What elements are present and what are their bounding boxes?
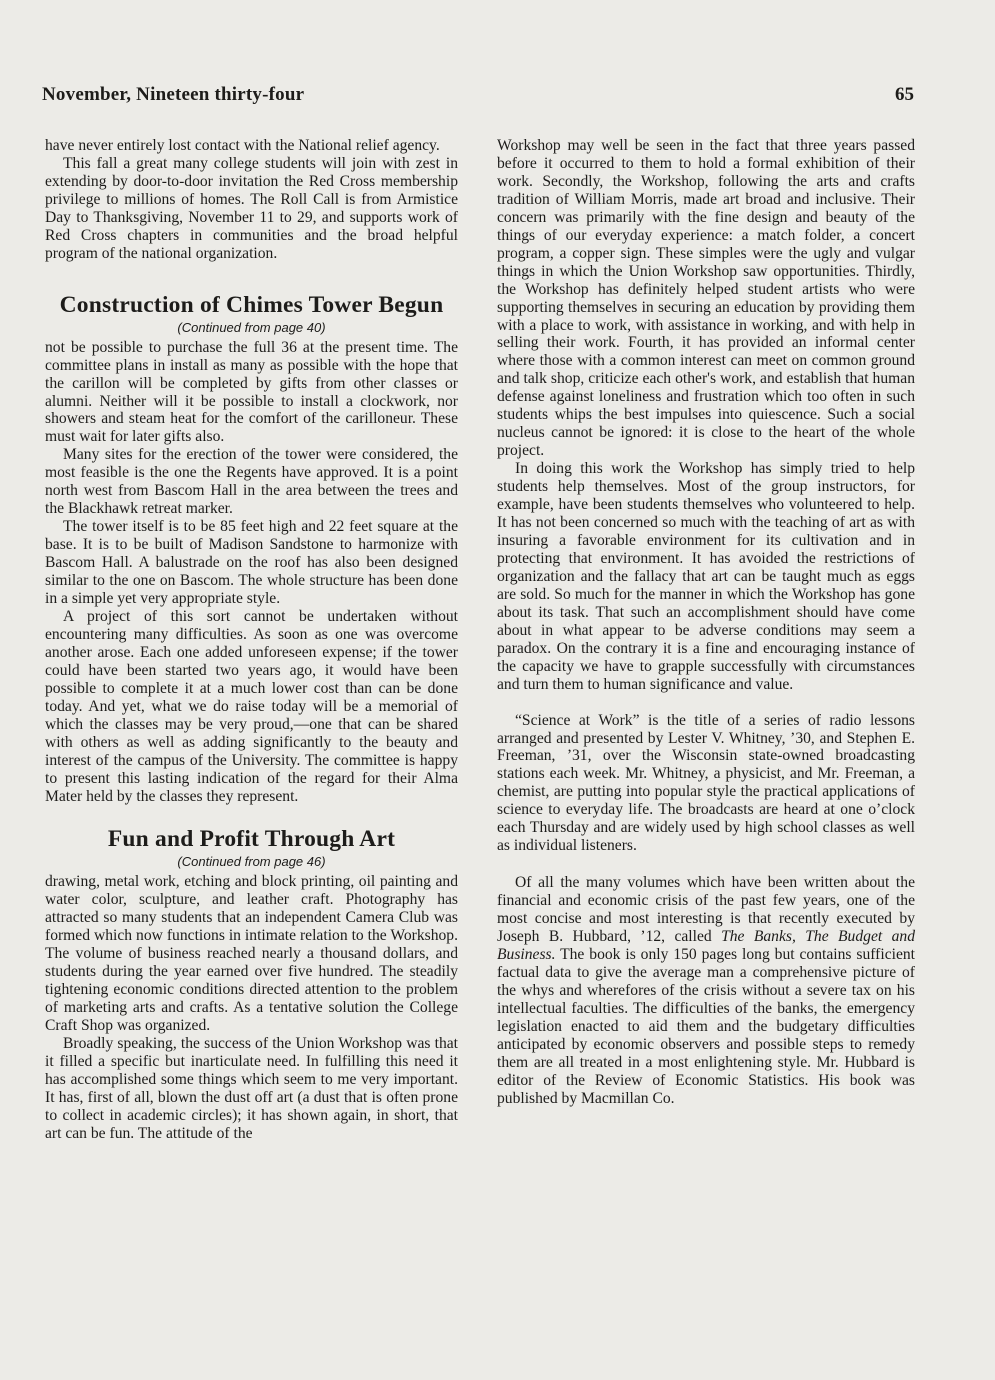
book-review-text: Of all the many volumes which have been written about the financial and economic crisis of the past few years, one of the most concise and most interesting is that recently executed by Joseph B. Hubbard, ’12, called <box>497 874 915 946</box>
page-header <box>42 84 914 110</box>
paragraph: Workshop may well be seen in the fact that three years passed before it occurred to them to hold a formal exhibition of their work. Secondly, the Workshop, following the arts and crafts tradition of William Morris, made art broad and inclusive. Their concern was primarily with the fine design and beauty of the things of our everyday experience: a match folder, a concert program, a copper sign. These simples were the ugly and vulgar things in which the Union Workshop saw opportunities. Thirdly, the Workshop has definitely helped student artists who were supporting themselves in securing an education by providing them with a place to work, with assistance in working, and with help in selling their work. Fourth, it has provided an informal center where those with a common interest can meet on common ground and talk shop, criticize each other's work, and establish that human defense against loneliness and frustration which too often in such students whips the best impulses into quiescence. Such a social nucleus cannot be ignored: it is close to the heart of the whole project. <box>497 137 915 460</box>
article-title-chimes-tower: Construction of Chimes Tower Begun <box>59 291 444 318</box>
running-head: November, Nineteen thirty-four <box>42 84 305 105</box>
continued-note: (Continued from page 40) <box>177 319 326 335</box>
continued-note: (Continued from page 46) <box>177 854 326 870</box>
book-title: The Banks, The Budget and Business. <box>497 928 915 963</box>
book-review-text: The book is only 150 pages long but contains sufficient factual data to give the average man a comprehensive picture of the whys and wherefores of the crisis without a severe tax on his intellectual faculties. The difficulties of the banks, the emergency legislation enacted to aid them and the budgetary difficulties anticipated by economic observers and possible steps to remedy them are all treated in a most enlightening style. Mr. Hubbard is editor of the Review of Economic Statistics. His book was published by Macmillan Co. <box>497 945 915 1107</box>
paragraph-radio-lessons: “Science at Work” is the title of a series of radio lessons arranged and presented by Lester V. Whitney, ’30, and Stephen E. Freeman, ’31, over the Wisconsin state-owned broadcasting stations each week. Mr. Whitney, a physicist, and Mr. Freeman, a chemist, are putting into popular style the practical applications of science to everyday life. The broadcasts are heard at one o’clock each Thursday and are widely used by high school classes as well as individual listeners. <box>497 711 915 855</box>
section-spacer <box>497 855 915 874</box>
paragraph: The tower itself is to be 85 feet high and 22 feet square at the base. It is to be built of Madison Sandstone to harmonize with Bascom Hall. A balustrade on the roof has also been designed similar to the one on Bascom. The whole structure has been done in a simple yet very appropriate style. <box>45 518 458 608</box>
paragraph: In doing this work the Workshop has simply tried to help students help themselves. Most of the group instructors, for example, have been students themselves who volunteered to help. It has not been concerned so much with the teaching of art as with insuring a favorable environment for its cultivation and in protecting that environment. It has avoided the restrictions of organization and the fallacy that art can be taught much as eggs are sold. So much for the manner in which the Workshop has gone about its task. That such an accomplishment should have come about in what appear to be adverse conditions may seem a paradox. On the contrary it is a fine and encouraging instance of the capacity we have to grapple successfully with circumstances and turn them to human significance and value. <box>497 460 915 693</box>
paragraph: A project of this sort cannot be undertaken without encountering many difficulties. As soon as one was overcome another arose. Each one added unforeseen expense; if the tower could have been started two years ago, it would have been possible to complete it at a much lower cost than can be done today. And yet, what we do raise today will be a memorial of which the classes may be very proud,—one that can be shared with others as well as adding significantly to the beauty and interest of the campus of the University. The committee is happy to present this lasting indication of the regard for their Alma Mater held by the classes they represent. <box>45 607 458 805</box>
paragraph-book-review <box>497 874 915 1107</box>
paragraph: Many sites for the erection of the tower were considered, the most feasible is the one the Regents have approved. It is a point north west from Bascom Hall in the area between the trees and the Blackhawk retreat marker. <box>45 446 458 518</box>
paragraph: Broadly speaking, the success of the Union Workshop was that it filled a specific but inarticulate need. In fulfilling this need it has accomplished some things which seem to me very important. It has, first of all, blown the dust off art (a dust that is often prone to collect in academic circles); it has shown again, in short, that art can be fun. The attitude of the <box>45 1035 458 1142</box>
paragraph: drawing, metal work, etching and block printing, oil painting and water color, sculpture, and leather craft. Photography has attracted so many students that an independent Camera Club was formed which now functions in intimate relation to the Workshop. The volume of business reached nearly a thousand dollars, and students during the year earned over five hundred. The steadily tightening economic conditions directed attention to the problem of marketing arts and crafts. As a tentative solution the College Craft Shop was organized. <box>45 873 458 1035</box>
paragraph: This fall a great many college students will join with zest in extending by door-to-door invitation the Red Cross membership privilege to millions of homes. The Roll Call is from Armistice Day to Thanksgiving, November 11 to 29, and supports work of Red Cross chapters in communities and the broad helpful program of the national organization. <box>45 154 458 262</box>
page-number: 65 <box>895 84 914 105</box>
left-column <box>45 137 458 1143</box>
section-spacer <box>497 694 915 712</box>
article-title-fun-and-profit: Fun and Profit Through Art <box>107 826 396 853</box>
right-column <box>497 137 915 1108</box>
paragraph: have never entirely lost contact with the National relief agency. <box>45 137 440 154</box>
paragraph: not be possible to purchase the full 36 at the present time. The committee plans in install as many as possible with the hope that the carillon will be completed by gifts from other classes or alumni. Neither will it be possible to install a clockwork, nor showers and steam heat for the comfort of the carilloneur. These must wait for later gifts also. <box>45 338 458 446</box>
